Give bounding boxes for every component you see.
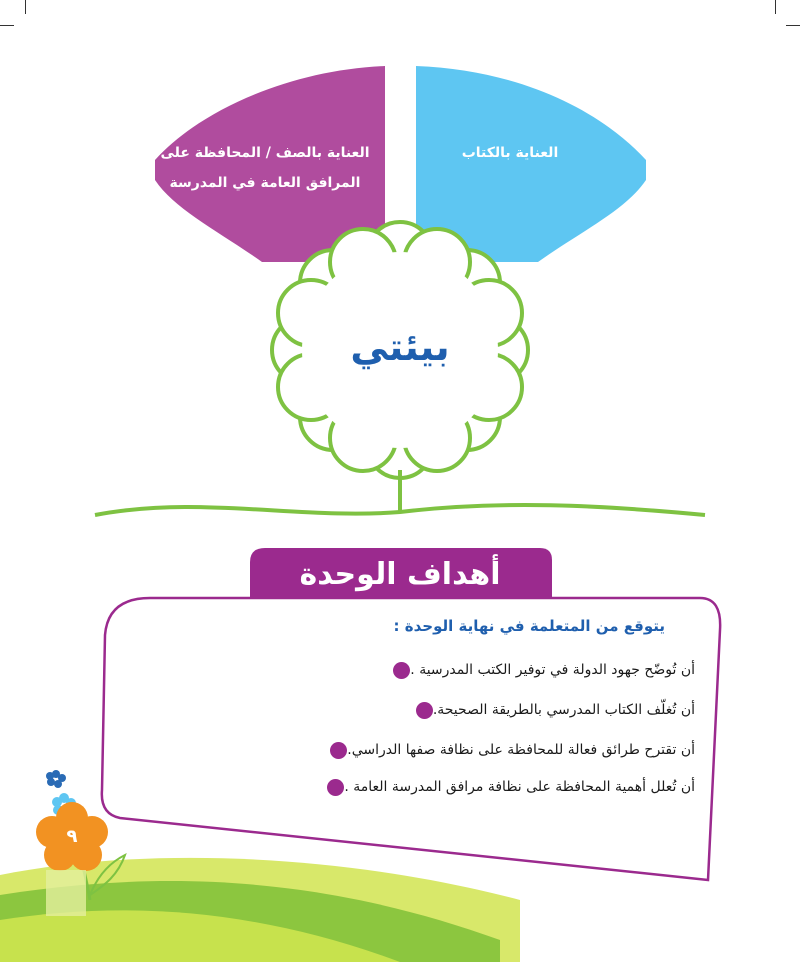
goals-title: أهداف الوحدة <box>299 557 501 592</box>
objective-item <box>406 697 695 723</box>
objective-text: أن تُوضّح جهود الدولة في توفير الكتب المدرسية . <box>410 662 695 678</box>
center-word: بيئتي <box>350 325 450 369</box>
bottom-decoration <box>0 760 800 962</box>
objective-item <box>383 657 695 683</box>
logo-mark <box>46 870 86 916</box>
right-sector-label: العناية بالكتاب <box>461 145 559 161</box>
objective-text: أن تُغلّف الكتاب المدرسي بالطريقة الصحيحة. <box>432 702 695 718</box>
objective-text: أن تُعلل أهمية المحافظة على نظافة مرافق المدرسة العامة . <box>344 779 695 795</box>
bullet-icon <box>330 742 347 759</box>
page-number: ٩ <box>66 826 78 847</box>
bullet-icon <box>416 702 433 719</box>
objective-text: أن تقترح طرائق فعالة للمحافظة على نظافة صفها الدراسي. <box>347 742 695 758</box>
goals-intro: يتوقع من المتعلمة في نهاية الوحدة : <box>393 617 665 635</box>
left-sector-label: العناية بالصف / المحافظة على المرافق العامة في المدرسة <box>160 145 370 191</box>
bullet-icon <box>393 662 410 679</box>
small-flower-icon <box>46 770 66 788</box>
